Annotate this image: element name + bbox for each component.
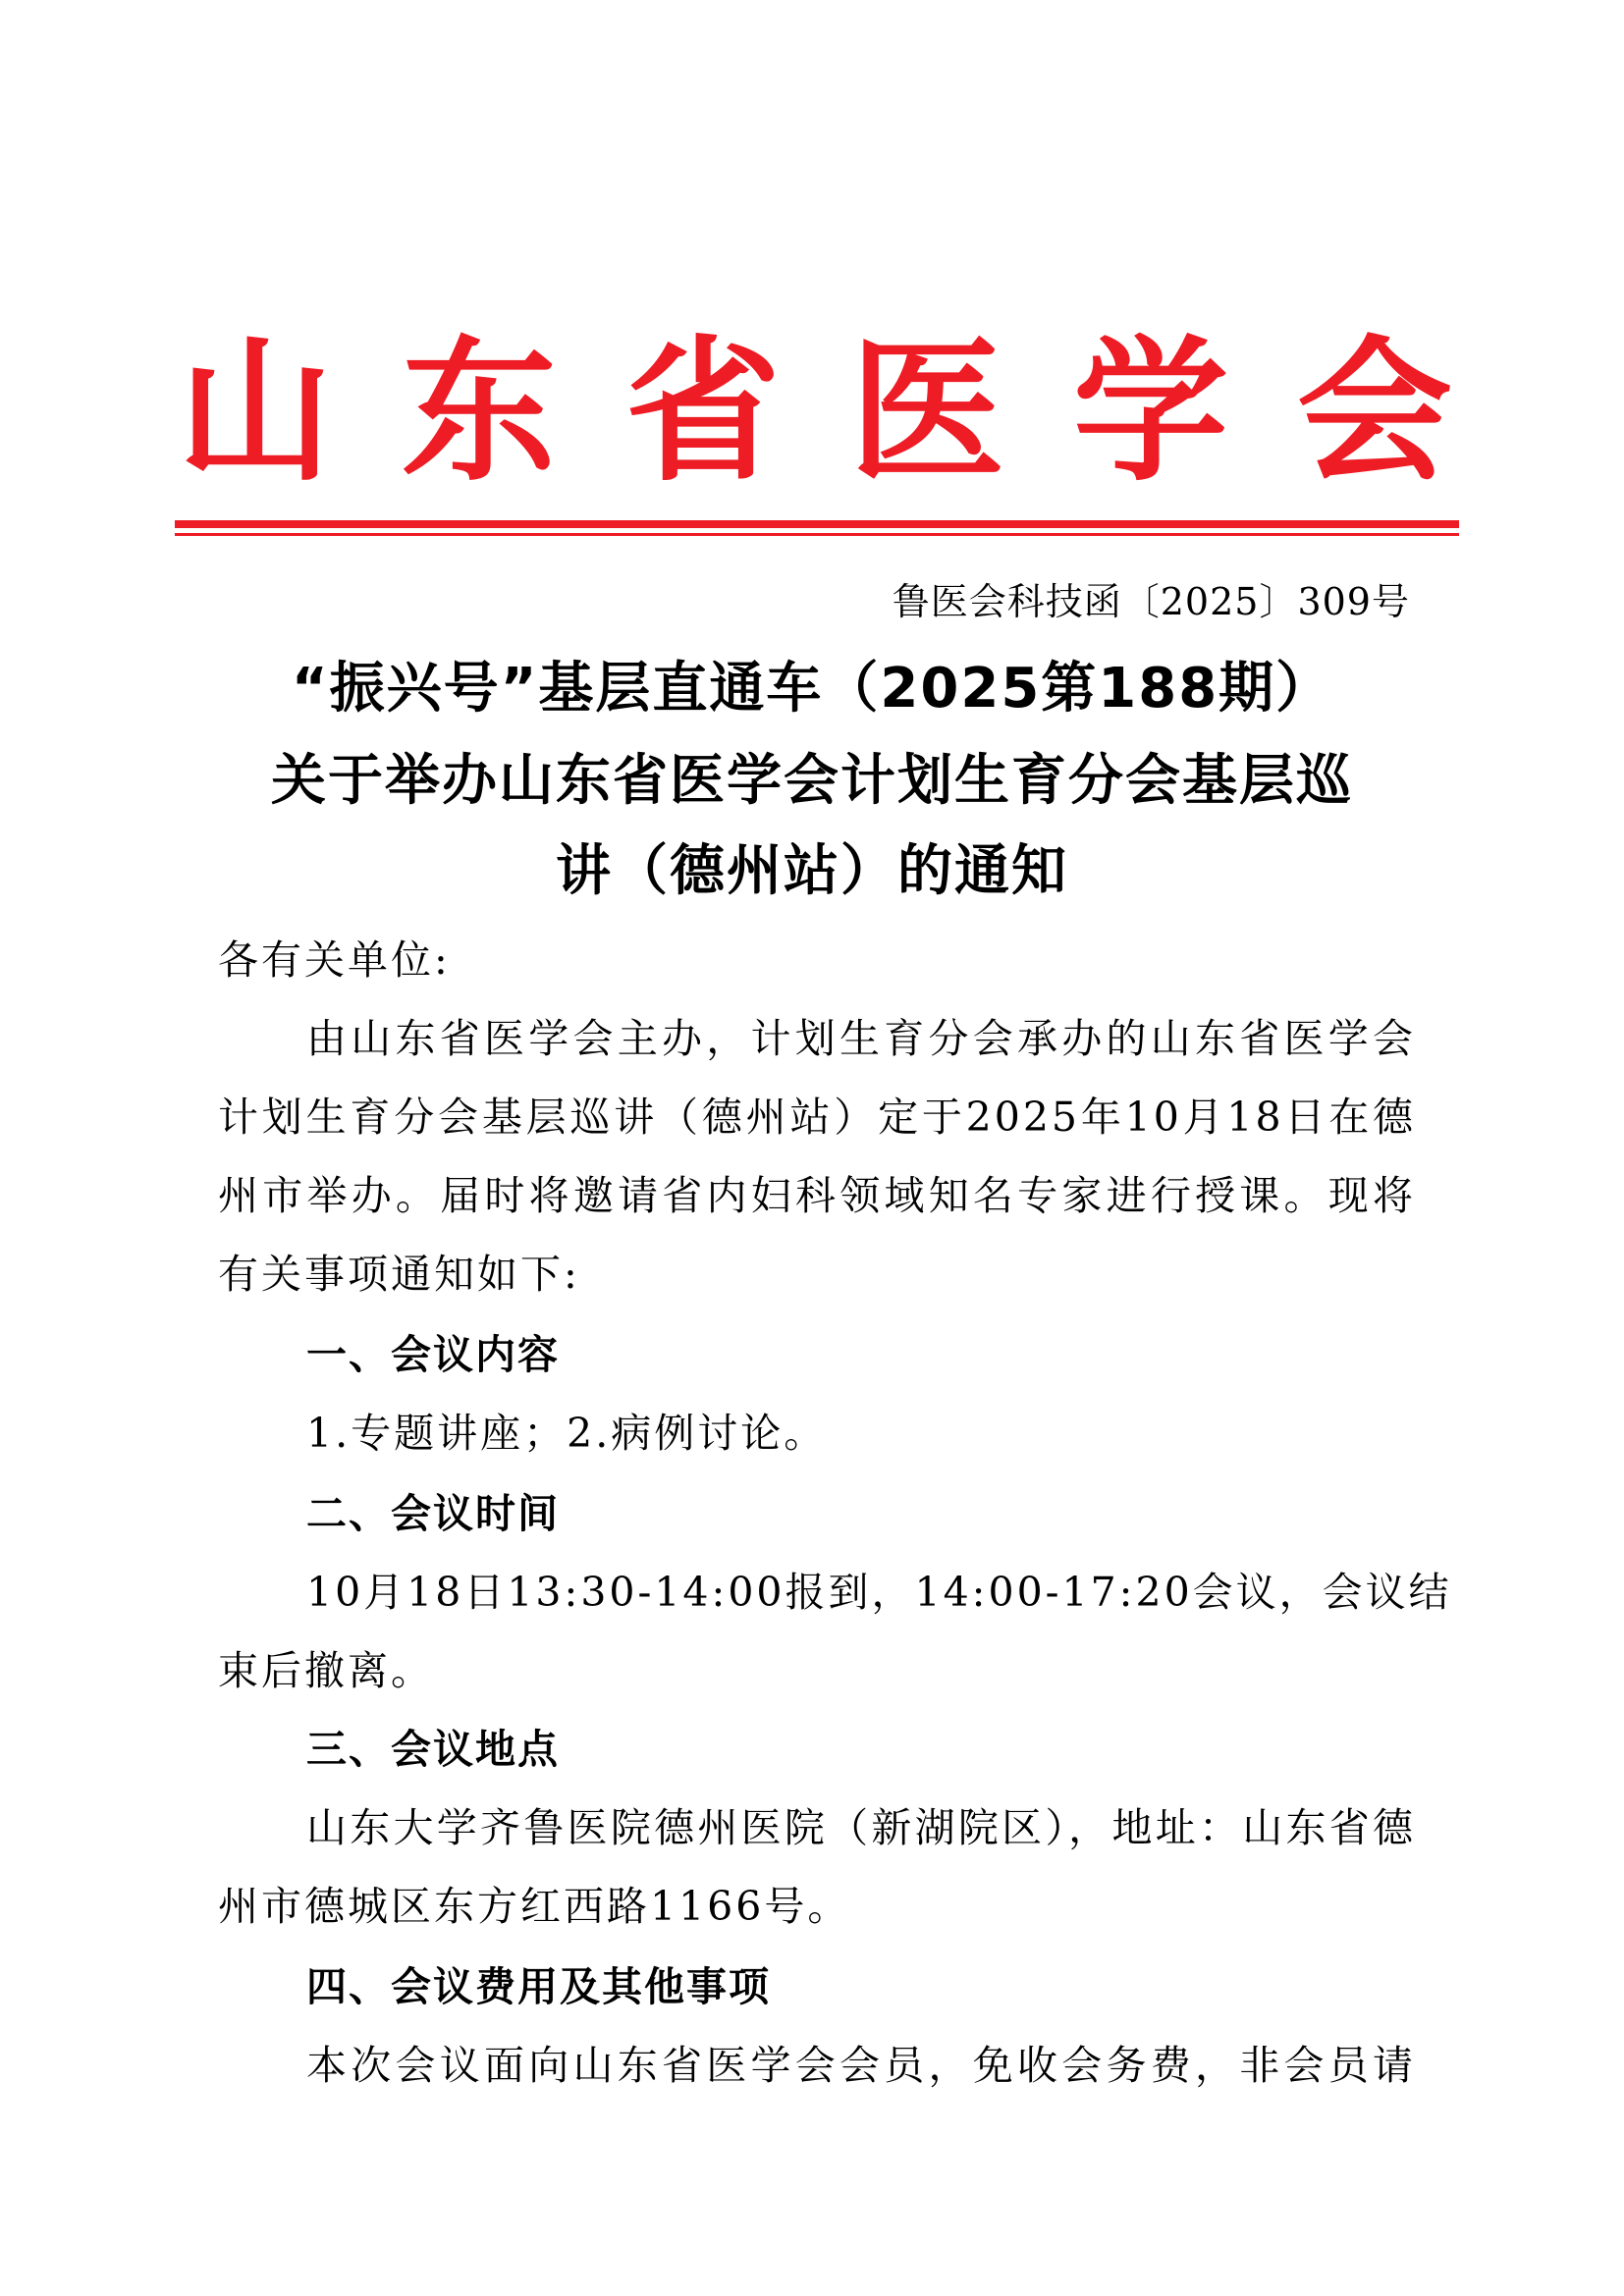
document-number: 鲁医会科技函〔2025〕309号 bbox=[892, 580, 1410, 623]
section-heading-time: 二、会议时间 bbox=[306, 1490, 560, 1537]
masthead-rule-thick bbox=[175, 520, 1459, 528]
intro-line-4: 有关事项通知如下: bbox=[218, 1251, 580, 1298]
section-content-text: 1.专题讲座；2.病例讨论。 bbox=[306, 1410, 828, 1457]
section-location-line-2: 州市德城区东方红西路1166号。 bbox=[218, 1883, 851, 1930]
masthead-char: 省 bbox=[625, 321, 781, 503]
masthead bbox=[177, 321, 1453, 503]
title-line-1: “振兴号”基层直通车（2025第188期） bbox=[291, 657, 1333, 721]
masthead-rule-thin bbox=[175, 533, 1459, 536]
section-time-line-1: 10月18日13:30-14:00报到，14:00-17:20会议，会议结 bbox=[306, 1569, 1452, 1616]
masthead-char: 学 bbox=[1073, 321, 1228, 503]
section-fees-line-1: 本次会议面向山东省医学会会员，免收会务费，非会员请 bbox=[306, 2042, 1416, 2089]
intro-line-2: 计划生育分会基层巡讲（德州站）定于2025年10月18日在德 bbox=[218, 1094, 1416, 1141]
intro-line-1: 由山东省医学会主办，计划生育分会承办的山东省医学会 bbox=[306, 1015, 1416, 1062]
section-location-line-1: 山东大学齐鲁医院德州医院（新湖院区），地址：山东省德 bbox=[306, 1804, 1416, 1851]
section-heading-content: 一、会议内容 bbox=[306, 1331, 560, 1378]
section-time-line-2: 束后撤离。 bbox=[218, 1647, 434, 1694]
masthead-char: 东 bbox=[402, 321, 557, 503]
masthead-char: 山 bbox=[178, 321, 333, 503]
salutation: 各有关单位: bbox=[218, 936, 451, 984]
section-heading-location: 三、会议地点 bbox=[306, 1726, 560, 1773]
intro-line-3: 州市举办。届时将邀请省内妇科领域知名专家进行授课。现将 bbox=[218, 1172, 1416, 1219]
masthead-char: 医 bbox=[849, 321, 1004, 503]
masthead-char: 会 bbox=[1297, 321, 1452, 503]
title-line-3: 讲（德州站）的通知 bbox=[556, 839, 1068, 903]
section-heading-fees: 四、会议费用及其他事项 bbox=[306, 1963, 771, 2010]
title-line-2: 关于举办山东省医学会计划生育分会基层巡 bbox=[271, 749, 1353, 813]
